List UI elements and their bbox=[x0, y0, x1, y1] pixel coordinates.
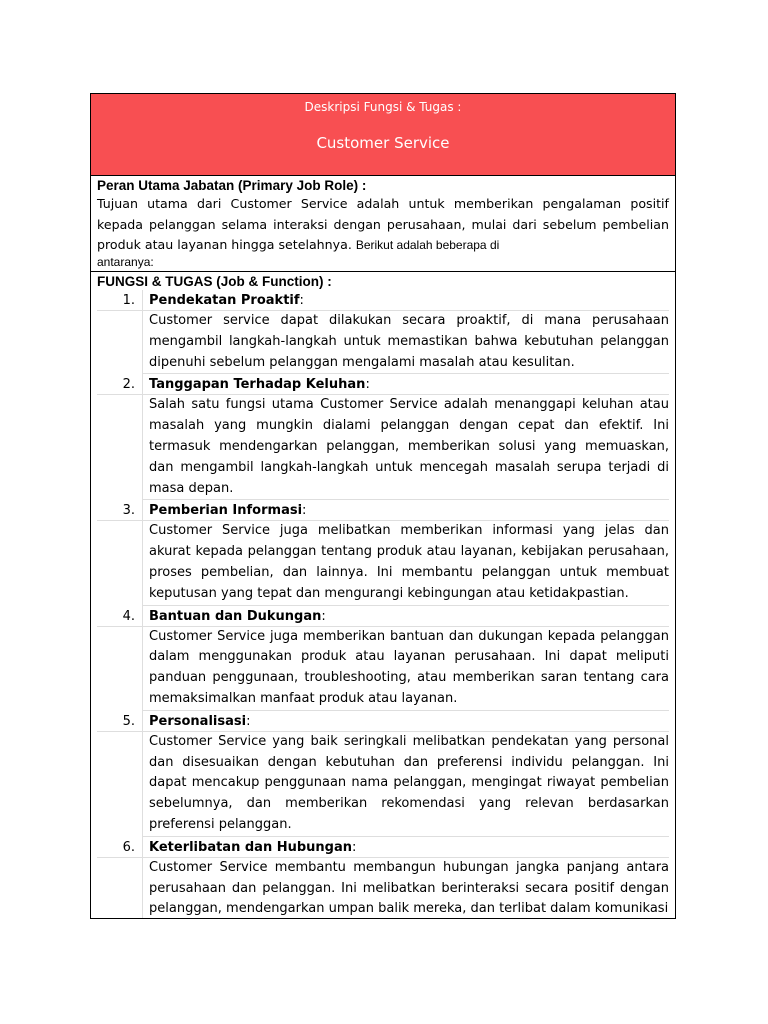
item-number: 4. bbox=[122, 608, 135, 624]
item-number: 1. bbox=[122, 293, 135, 308]
function-item: 2. Tanggapan Terhadap Keluhan: Salah satu fungsi utama Customer Service adalah menanggapi keluhan atau masalah yang mungkin dialami pelanggan dengan cepat dan efektif. Ini termasuk mendengarkan pelanggan, memberikan solusi yang memuaskan, dan mengambil langkah-langkah untuk mencegah masalah serupa terjadi di masa depan. bbox=[97, 374, 669, 500]
header-title: Customer Service bbox=[316, 134, 450, 152]
item-label: Bantuan dan Dukungan bbox=[149, 608, 322, 624]
role-text-tail: antaranya: bbox=[97, 254, 154, 269]
function-item: 5. Personalisasi: Customer Service yang baik seringkali melibatkan pendekatan yang personal dan disesuaikan dengan kebutuhan dan preferensi individu pelanggan. Ini dapat mencakup penggunaan nama pelanggan, mengingat riwayat pembelian sebelumnya, dan memberikan rekomendasi yang relevan berdasarkan preferensi pelanggan. bbox=[97, 711, 669, 837]
item-description: Customer Service juga memberikan bantuan dan dukungan kepada pelanggan dalam menggunakan produk atau layanan perusahaan. Ini dapat meliputi panduan penggunaan, troubleshooting, atau memberikan saran tentang cara memaksimalkan manfaat produk atau layanan. bbox=[142, 627, 669, 711]
item-label: Pemberian Informasi bbox=[149, 503, 303, 519]
function-item: 6. Keterlibatan dan Hubungan: Customer Service membantu membangun hubungan jangka panjang antara perusahaan dan pelanggan. Ini melibatkan berinteraksi secara positif dengan pelanggan, mendengarkan umpan balik mereka, dan terlibat dalam komunikasi bbox=[97, 837, 669, 919]
job-description-document bbox=[90, 93, 676, 919]
primary-job-role-section bbox=[91, 176, 675, 272]
item-number: 6. bbox=[122, 839, 135, 855]
item-description: Customer Service juga melibatkan memberikan informasi yang jelas dan akurat kepada pelanggan tentang produk atau layanan, kebijakan perusahaan, proses pembelian, dan lainnya. Ini membantu pelanggan untuk membuat keputusan yang tepat dan mengurangi kebingungan atau ketidakpastian. bbox=[142, 521, 669, 605]
item-description: Customer Service membantu membangun hubungan jangka panjang antara perusahaan dan pelanggan. Ini melibatkan berinteraksi secara positif dengan pelanggan, mendengarkan umpan balik mereka, dan terlibat dalam komunikasi bbox=[142, 858, 669, 919]
item-description: Customer service dapat dilakukan secara proaktif, di mana perusahaan mengambil langkah-langkah untuk memastikan bahwa kebutuhan pelanggan dipenuhi sebelum pelanggan mengalami masalah atau kesulitan. bbox=[142, 311, 669, 374]
item-description: Customer Service yang baik seringkali melibatkan pendekatan yang personal dan disesuaikan dengan kebutuhan dan preferensi individu pelanggan. Ini dapat mencakup penggunaan nama pelanggan, mengingat riwayat pembelian sebelumnya, dan memberikan rekomendasi yang relevan berdasarkan preferensi pelanggan. bbox=[142, 732, 669, 837]
item-label: Pendekatan Proaktif bbox=[149, 293, 300, 308]
item-label: Tanggapan Terhadap Keluhan bbox=[149, 377, 366, 393]
header-subtitle: Deskripsi Fungsi & Tugas : bbox=[304, 100, 462, 114]
item-number: 5. bbox=[122, 713, 135, 729]
role-heading: Peran Utama Jabatan (Primary Job Role) : bbox=[97, 178, 367, 193]
role-text-small: Berikut adalah beberapa di bbox=[355, 238, 500, 252]
item-number: 3. bbox=[122, 503, 135, 519]
function-item: 4. Bantuan dan Dukungan: Customer Service juga memberikan bantuan dan dukungan kepada pelanggan dalam menggunakan produk atau layanan perusahaan. Ini dapat meliputi panduan penggunaan, troubleshooting, atau memberikan saran tentang cara memaksimalkan manfaat produk atau layanan. bbox=[97, 606, 669, 711]
document-header bbox=[91, 94, 675, 176]
function-heading: FUNGSI & TUGAS (Job & Function) : bbox=[97, 274, 332, 289]
item-label: Keterlibatan dan Hubungan bbox=[149, 839, 353, 855]
function-item: 3. Pemberian Informasi: Customer Service juga melibatkan memberikan informasi yang jelas dan akurat kepada pelanggan tentang produk atau layanan, kebijakan perusahaan, proses pembelian, dan lainnya. Ini membantu pelanggan untuk membuat keputusan yang tepat dan mengurangi kebingungan atau ketidakpastian. bbox=[97, 500, 669, 605]
job-function-section bbox=[91, 272, 675, 919]
item-label: Personalisasi bbox=[149, 713, 247, 729]
role-text bbox=[97, 194, 669, 256]
item-description: Salah satu fungsi utama Customer Service adalah menanggapi keluhan atau masalah yang mungkin dialami pelanggan dengan cepat dan efektif. Ini termasuk mendengarkan pelanggan, memberikan solusi yang memuaskan, dan mengambil langkah-langkah untuk mencegah masalah serupa terjadi di masa depan. bbox=[142, 395, 669, 500]
function-item: 1. Pendekatan Proaktif: Customer service dapat dilakukan secara proaktif, di mana perusahaan mengambil langkah-langkah untuk memastikan bahwa kebutuhan pelanggan dipenuhi sebelum pelanggan mengalami masalah atau kesulitan. bbox=[97, 290, 669, 374]
role-text-main: Tujuan utama dari Customer Service adalah untuk memberikan pengalaman positif kepada pelanggan selama interaksi dengan perusahaan, mulai dari sebelum pembelian produk atau layanan hingga setelahnya. bbox=[97, 196, 669, 252]
item-number: 2. bbox=[122, 377, 135, 393]
